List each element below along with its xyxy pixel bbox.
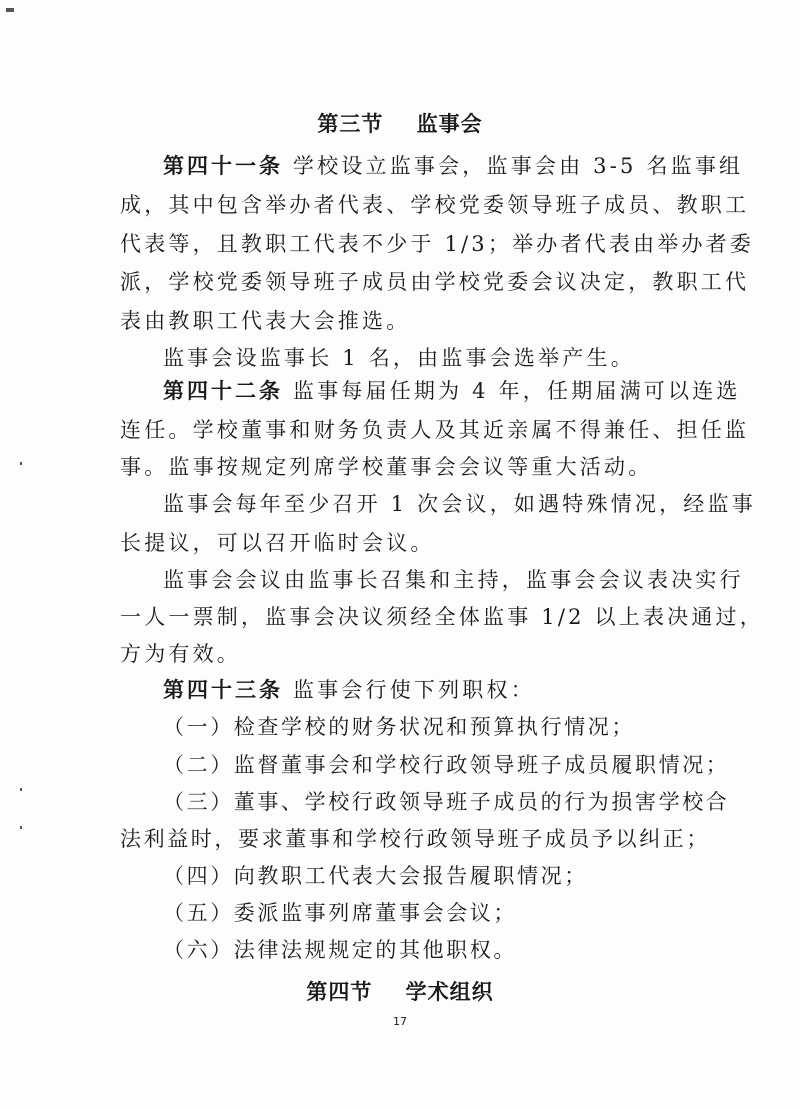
article-43-label: 第四十三条 (163, 678, 283, 702)
article-41-line-4: 派，学校党委领导班子成员由学校党委会议决定，教职工代 (120, 270, 750, 294)
article-41-line-5: 表由教职工代表大会推选。 (120, 309, 411, 333)
article-42-text-1: 监事每届任期为 4 年，任期届满可以连选 (292, 379, 741, 403)
article-41-paragraph-2: 监事会设监事长 1 名，由监事会选举产生。 (163, 346, 635, 370)
article-42-p3-line-3: 方为有效。 (120, 642, 241, 666)
section-heading-3: 第三节 监事会 (317, 112, 483, 136)
article-41-line-1 (163, 151, 743, 181)
article-43-item-6: （六）法律法规规定的其他职权。 (163, 938, 517, 962)
scan-mark (20, 826, 22, 829)
article-43-item-3-cont: 法利益时，要求董事和学校行政领导班子成员予以纠正； (120, 827, 710, 851)
article-43-item-2: （二）监督董事会和学校行政领导班子成员履职情况； (163, 753, 730, 777)
article-42-p3-line-2: 一人一票制，监事会决议须经全体监事 1/2 以上表决通过， (120, 605, 764, 629)
page-number: 17 (393, 1015, 407, 1028)
scan-mark (6, 8, 14, 12)
article-43-item-5: （五）委派监事列席董事会会议； (163, 901, 517, 925)
article-42-label: 第四十二条 (163, 379, 283, 403)
article-41-line-3: 代表等，且教职工代表不少于 1/3；举办者代表由举办者委 (120, 232, 755, 256)
article-43-item-3: （三）董事、学校行政领导班子成员的行为损害学校合 (163, 790, 730, 814)
section-heading-4: 第四节 学术组织 (306, 980, 494, 1004)
article-41-text-1: 学校设立监事会，监事会由 3-5 名监事组 (292, 154, 744, 178)
article-42-line-2: 连任。学校董事和财务负责人及其近亲属不得兼任、担任监 (120, 418, 750, 442)
article-42-p2-line-1: 监事会每年至少召开 1 次会议，如遇特殊情况，经监事 (163, 492, 756, 516)
article-42-p3-line-1: 监事会会议由监事长召集和主持，监事会会议表决实行 (163, 568, 744, 592)
article-43-line-1 (163, 675, 535, 705)
scan-mark (20, 788, 22, 791)
article-43-item-1: （一）检查学校的财务状况和预算执行情况； (163, 715, 635, 739)
scan-mark (20, 462, 22, 465)
article-41-label: 第四十一条 (163, 154, 283, 178)
article-42-line-1 (163, 376, 741, 406)
article-42-line-3: 事。监事按规定列席学校董事会会议等重大活动。 (120, 455, 653, 479)
article-43-text-1: 监事会行使下列职权： (292, 678, 535, 702)
article-42-p2-line-2: 长提议，可以召开临时会议。 (120, 531, 435, 555)
article-43-item-4: （四）向教职工代表大会报告履职情况； (163, 864, 588, 888)
article-41-line-2: 成，其中包含举办者代表、学校党委领导班子成员、教职工 (120, 193, 750, 217)
